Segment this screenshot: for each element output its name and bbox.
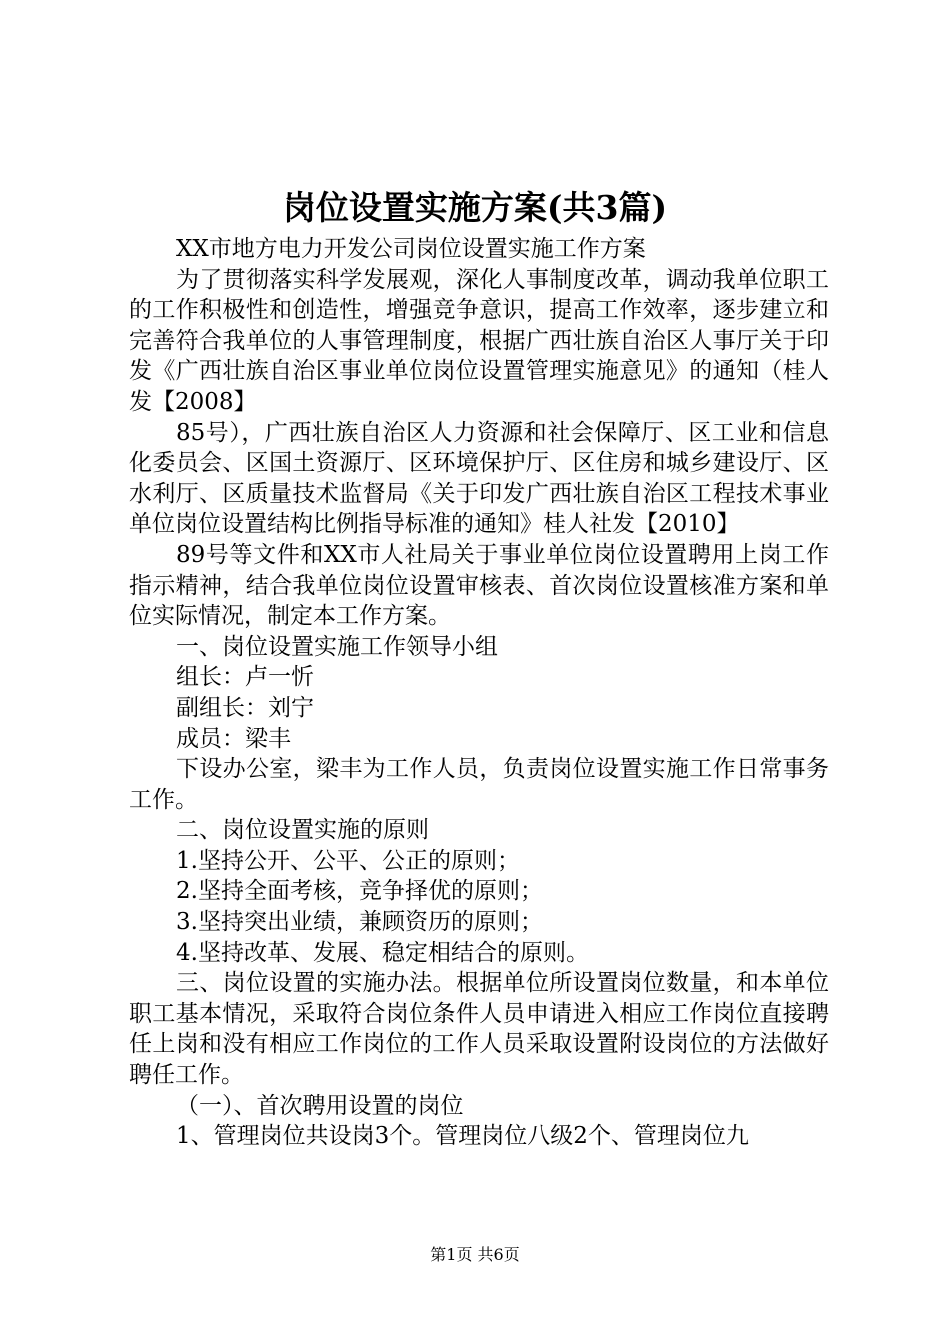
paragraph-regulation-ref: 85号），广西壮族自治区人力资源和社会保障厅、区工业和信息化委员会、区国土资源厅、区环境保护厅、区住房和城乡建设厅、区水利厅、区质量技术监督局《关于印发广西壮族自治区工程技术事业单位岗位设置结构比例指导标准的通知》桂人社发【2010】 [129,419,829,538]
page-number-footer: 第1页 共6页 [430,1245,520,1264]
principle-item: 2.坚持全面考核，竞争择优的原则； [176,878,543,905]
paragraph-office: 下设办公室，梁丰为工作人员，负责岗位设置实施工作日常事务工作。 [129,756,829,813]
paragraph-leader: 组长：卢一忻 [176,664,314,691]
section-heading-leadership: 一、岗位设置实施工作领导小组 [176,633,498,660]
paragraph-members: 成员：梁丰 [176,725,291,752]
paragraph-basis: 89号等文件和XX市人社局关于事业单位岗位设置聘用上岗工作指示精神，结合我单位岗位设置审核表、首次岗位设置核准方案和单位实际情况，制定本工作方案。 [129,541,829,630]
paragraph-heading-plan: XX市地方电力开发公司岗位设置实施工作方案 [176,236,646,262]
paragraph-deputy-leader: 副组长：刘宁 [176,694,314,721]
section-heading-principles: 二、岗位设置实施的原则 [176,817,429,844]
principle-item: 1.坚持公开、公平、公正的原则； [176,847,520,874]
principle-item: 4.坚持改革、发展、稳定相结合的原则。 [176,939,589,966]
document-body [129,234,829,1152]
paragraph-intro: 为了贯彻落实科学发展观，深化人事制度改革，调动我单位职工的工作积极性和创造性，增强竞争意识，提高工作效率，逐步建立和完善符合我单位的人事管理制度，根据广西壮族自治区人事厅关于印发《广西壮族自治区事业单位岗位设置管理实施意见》的通知（桂人发【2008】 [129,266,829,415]
subsection-heading-first-hire: （一）、首次聘用设置的岗位 [176,1092,464,1119]
paragraph-management-posts: 1、管理岗位共设岗3个。管理岗位八级2个、管理岗位九 [176,1123,749,1150]
principle-item: 3.坚持突出业绩，兼顾资历的原则； [176,909,543,936]
document-title: 岗位设置实施方案(共3篇) [282,188,668,227]
section-heading-methods: 三、岗位设置的实施办法。根据单位所设置岗位数量，和本单位职工基本情况，采取符合岗位条件人员申请进入相应工作岗位直接聘任上岗和没有相应工作岗位的工作人员采取设置附设岗位的方法做好聘任工作。 [129,970,829,1089]
